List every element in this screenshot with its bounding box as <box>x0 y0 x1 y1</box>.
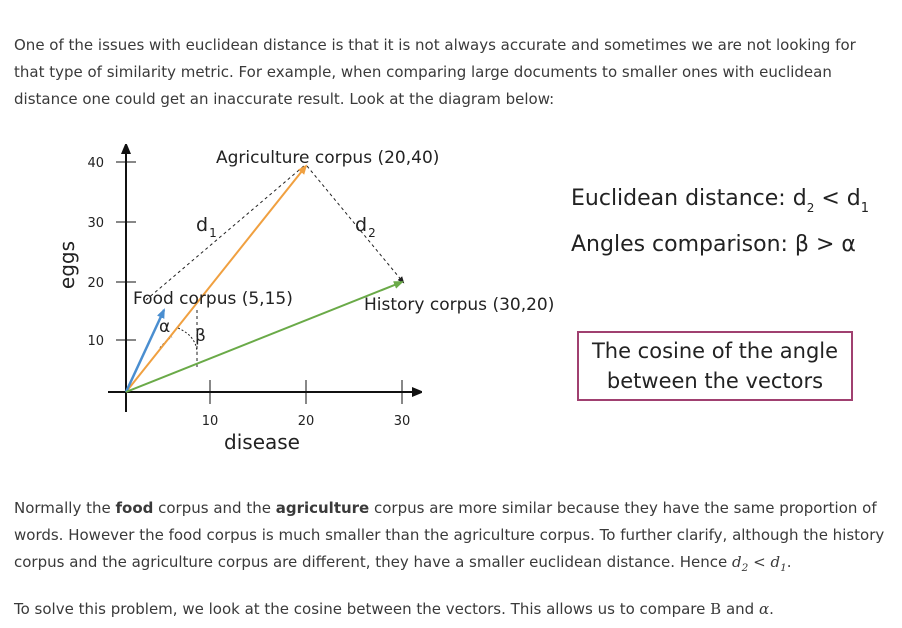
d1-dashed-line <box>146 165 305 300</box>
y-tick-label-10: 10 <box>87 334 104 349</box>
food-label: Food corpus (5,15) <box>133 289 293 309</box>
x-axis-label: disease <box>224 430 300 454</box>
d2-label: $d_2$ <box>355 214 376 240</box>
y-axis-label: eggs <box>55 240 79 290</box>
cosine-callout-text: The cosine of the angle between the vectors <box>591 339 839 393</box>
angles-statement: Angles comparison: β > α <box>571 232 856 257</box>
b-symbol: B <box>710 600 722 618</box>
d1-label: $d_1$ <box>196 214 217 240</box>
alpha-symbol: α <box>758 600 770 618</box>
alpha-label: α <box>159 317 171 337</box>
intro-paragraph: One of the issues with euclidean distance is that it is not always accurate and sometimes we are not looking for that type of similarity metric. For example, when comparing large documents to smaller ones with euclidean distance one could get an inaccurate result. Look at the diagram below: <box>14 36 856 108</box>
y-tick-label-20: 20 <box>87 276 104 291</box>
x-tick-label-30: 30 <box>393 414 411 429</box>
y-tick-label-30: 30 <box>87 216 104 231</box>
agriculture-label: Agriculture corpus (20,40) <box>216 148 440 168</box>
euclidean-statement: Euclidean distance: $d_2 < d_1$ <box>571 186 869 216</box>
x-tick-label-20: 20 <box>297 414 315 429</box>
solve-paragraph: To solve this problem, we look at the cosine between the vectors. This allows us to compare B and α. <box>14 600 774 618</box>
food-emphasis: food <box>115 499 154 517</box>
agriculture-emphasis: agriculture <box>275 499 370 517</box>
x-tick-label-10: 10 <box>201 414 219 429</box>
cosine-callout-box <box>577 331 853 401</box>
history-label: History corpus (30,20) <box>364 295 555 315</box>
agriculture-vector <box>126 166 306 392</box>
explanation-paragraph: Normally the food corpus and the agriculture corpus are more similar because they have the same proportion of words. However the food corpus is much smaller than the agriculture corpus. To further clarify, although the history corpus and the agriculture corpus are different, they have a smaller euclidean distance. Hence $d_2 < d_1$. <box>14 499 885 574</box>
hence-math: $d_2 < d_1$ <box>732 553 787 574</box>
beta-label: β <box>195 326 206 346</box>
y-tick-label-40: 40 <box>87 156 104 171</box>
